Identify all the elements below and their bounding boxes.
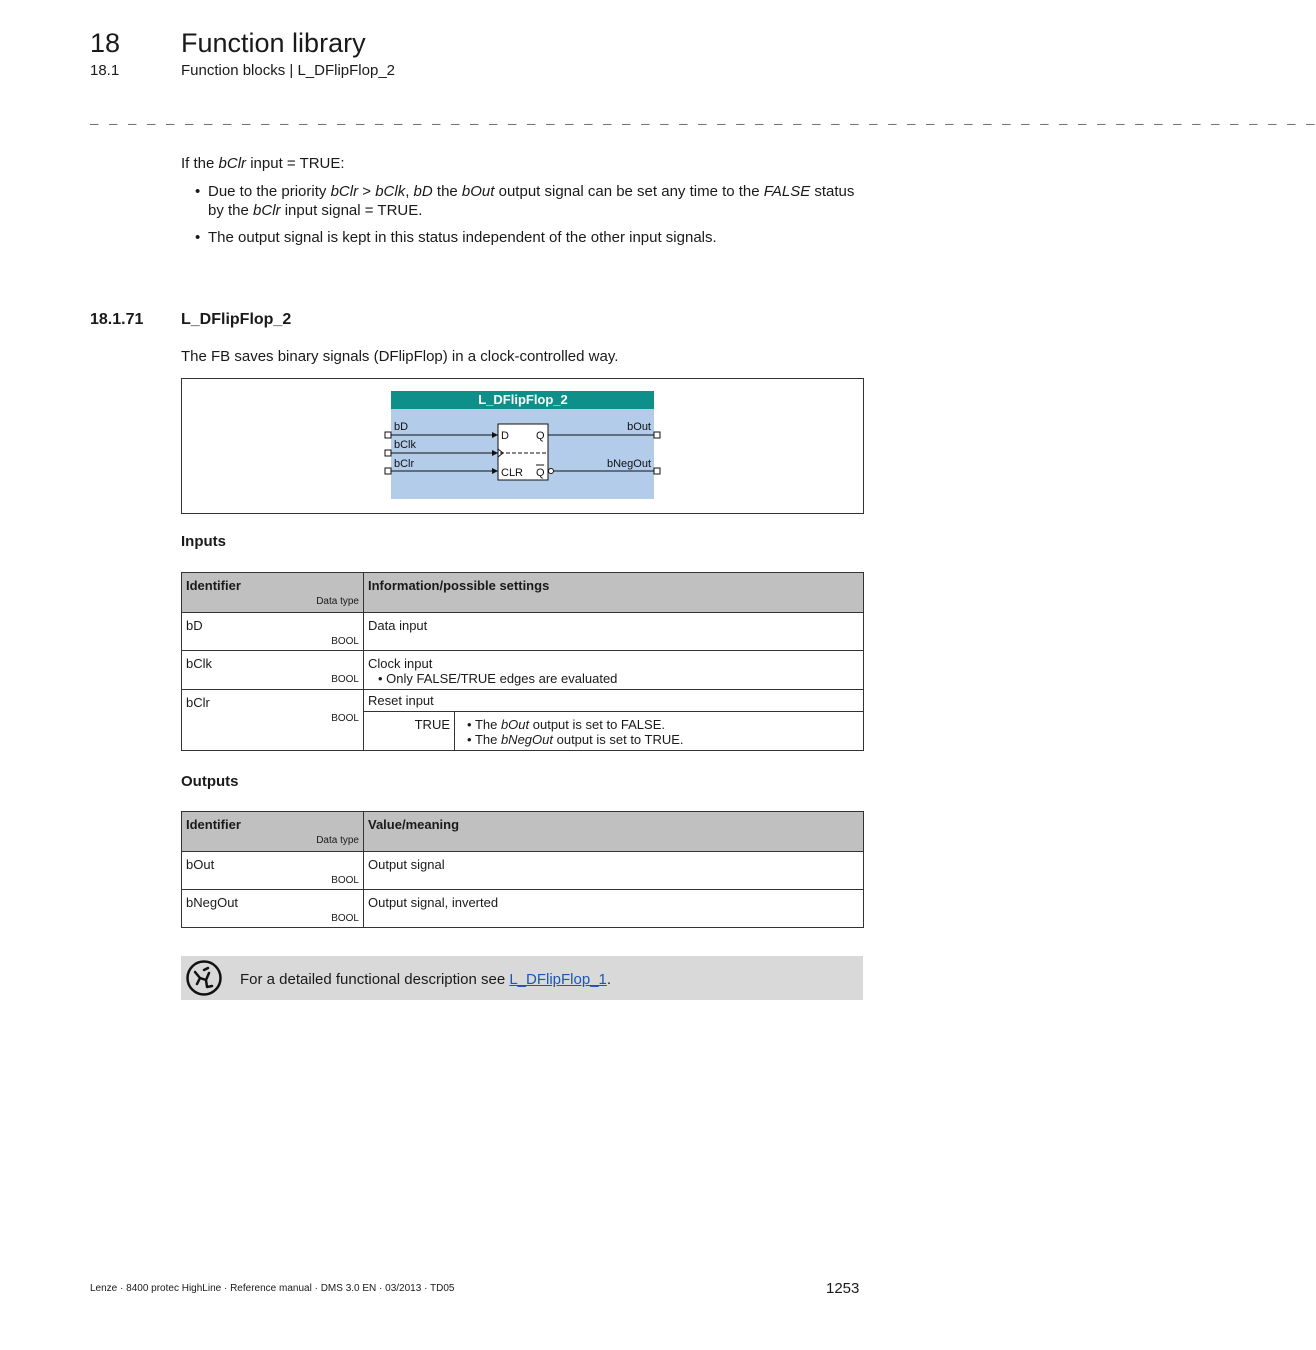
header-identifier: Identifier [186, 578, 241, 593]
header-data-type: Data type [316, 835, 359, 846]
pin-qbar-label: Q [536, 467, 545, 479]
row-identifier: bClk [186, 656, 213, 671]
chapter-title: Function library [181, 28, 366, 58]
section-description: The FB saves binary signals (DFlipFlop) in a clock-controlled way. [181, 348, 619, 365]
block-diagram [182, 379, 863, 513]
outputs-table [181, 811, 864, 928]
row-data-type: BOOL [331, 674, 359, 685]
header-separator: _ _ _ _ _ _ _ _ _ _ _ _ _ _ _ _ _ _ _ _ _ _ _ _ _ _ _ _ _ _ _ _ _ _ _ _ _ _ _ _ _ _ _ _ _ _ _ _ _ _ _ _ _ _ _ _ _ _ _ _ _ _ _ _ _ [90, 112, 1316, 128]
input-label-bClk: bClk [394, 439, 417, 451]
inputs-table-header [182, 573, 864, 613]
row-identifier: bD [186, 618, 203, 633]
row-info: Data input [368, 618, 428, 633]
row-identifier: bOut [186, 857, 215, 872]
block-diagram-frame [181, 378, 864, 514]
note-link[interactable]: L_DFlipFlop_1 [509, 971, 607, 988]
input-label-bClr: bClr [394, 458, 415, 470]
row-value: TRUE [414, 717, 450, 732]
row-bullet: • The bOut output is set to FALSE. [467, 717, 665, 732]
input-pin-bClr [385, 468, 391, 474]
table-row [182, 890, 864, 928]
pin-q-label: Q [536, 430, 545, 442]
section-number: 18.1 [90, 62, 120, 79]
row-info: Output signal, inverted [368, 895, 499, 910]
output-label-bNegOut: bNegOut [606, 458, 651, 470]
output-label-bOut: bOut [627, 421, 651, 433]
row-data-type: BOOL [331, 636, 359, 647]
block-title: L_DFlipFlop_2 [478, 392, 568, 407]
chapter-number: 18 [90, 28, 121, 58]
note-text: For a detailed functional description see L_DFlipFlop_1. [240, 971, 612, 988]
subsection-number: 18.1.71 [90, 311, 144, 328]
inversion-bubble [549, 469, 554, 474]
footer-text: Lenze · 8400 protec HighLine · Reference manual · DMS 3.0 EN · 03/2013 · TD05 [90, 1283, 455, 1294]
row-identifier: bClr [186, 695, 210, 710]
table-row [182, 613, 864, 651]
intro-bullet-1: • Due to the priority bClr > bClk, bD the bOut output signal can be set any time to the FALSE status by the bClr input signal = TRUE. [195, 183, 855, 219]
row-data-type: BOOL [331, 713, 359, 724]
row-data-type: BOOL [331, 913, 359, 924]
row-info: Output signal [368, 857, 445, 872]
intro-bullet-2: • The output signal is kept in this status independent of the other input signals. [195, 229, 717, 246]
outputs-table-header [182, 812, 864, 852]
table-row [182, 852, 864, 890]
header-identifier: Identifier [186, 817, 241, 832]
row-info: Reset input [368, 693, 434, 708]
row-info: Clock input [368, 656, 433, 671]
reference-hand-icon [185, 959, 223, 997]
pin-clr-label: CLR [501, 467, 524, 479]
row-bullet: • The bNegOut output is set to TRUE. [467, 732, 684, 747]
row-identifier: bNegOut [186, 895, 239, 910]
header-data-type: Data type [316, 596, 359, 607]
output-pin-bNegOut [654, 468, 660, 474]
output-pin-bOut [654, 432, 660, 438]
input-label-bD: bD [394, 421, 409, 433]
row-bullet: • Only FALSE/TRUE edges are evaluated [378, 671, 618, 686]
intro-line: If the bClr input = TRUE: [181, 155, 345, 172]
inputs-table [181, 572, 864, 751]
page-number: 1253 [826, 1280, 860, 1297]
reference-note [181, 956, 863, 1000]
subsection-title: L_DFlipFlop_2 [181, 311, 292, 328]
input-pin-bClk [385, 450, 391, 456]
table-row [182, 690, 864, 712]
input-pin-bD [385, 432, 391, 438]
header-info: Value/meaning [368, 817, 460, 832]
table-row [182, 651, 864, 690]
pin-d-label: D [501, 430, 509, 442]
section-title: Function blocks | L_DFlipFlop_2 [181, 62, 395, 79]
outputs-heading: Outputs [181, 773, 239, 790]
inputs-heading: Inputs [181, 533, 226, 550]
row-data-type: BOOL [331, 875, 359, 886]
header-info: Information/possible settings [368, 578, 550, 593]
